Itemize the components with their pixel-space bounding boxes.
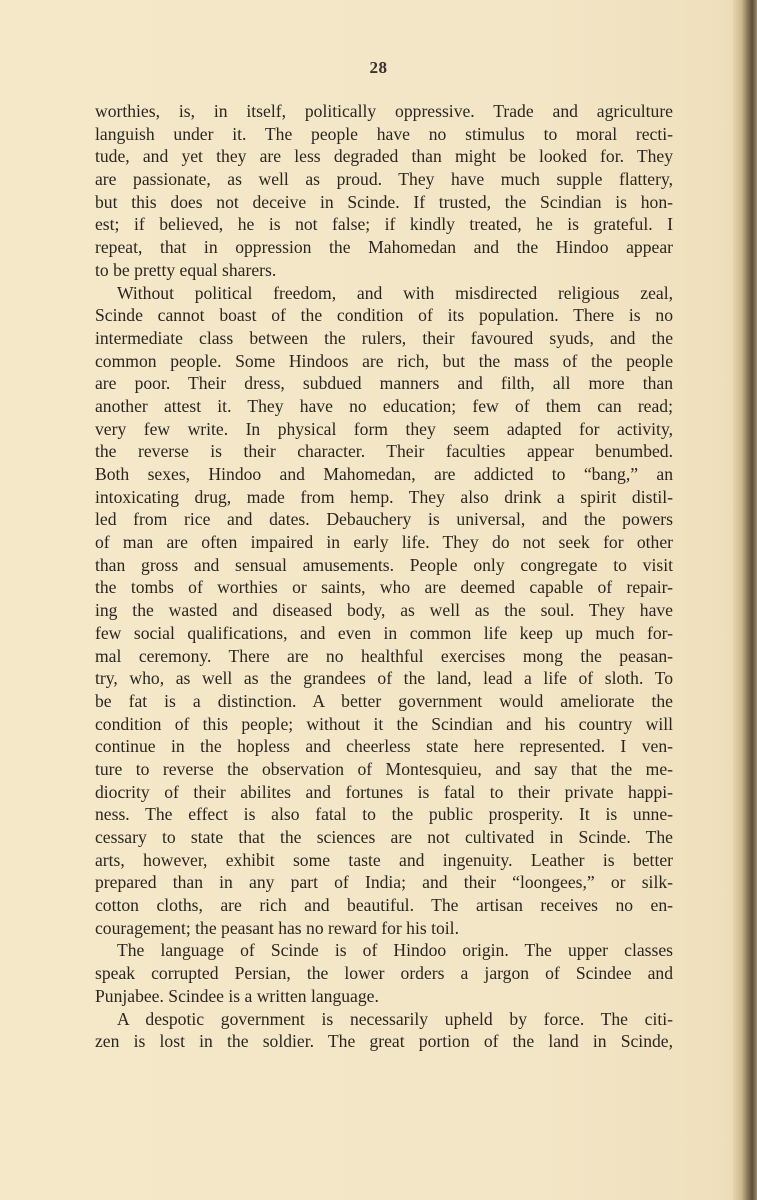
text-line: cessary to state that the sciences are not cultivated in Scinde. The xyxy=(95,827,673,847)
text-line: est; if believed, he is not false; if kindly treated, he is grateful. I xyxy=(95,214,673,235)
text-line: languish under it. The people have no stimulus to moral recti- xyxy=(95,123,673,144)
book-gutter xyxy=(733,0,757,1200)
text-line: worthies, is, in itself, politically oppressive. Trade and agriculture xyxy=(95,101,673,121)
text-line: couragement; the peasant has no reward for his toil. xyxy=(95,917,459,938)
text-line: zen is lost in the soldier. The great portion of the land in Scinde, xyxy=(95,1031,673,1052)
text-line: condition of this people; without it the Scindian and his country will xyxy=(95,713,673,734)
text-line: but this does not deceive in Scinde. If trusted, the Scindian is hon- xyxy=(95,191,673,212)
text-line: intoxicating drug, made from hemp. They also drink a spirit distil- xyxy=(95,486,673,507)
text-line: continue in the hopless and cheerless state here represented. I ven- xyxy=(95,736,673,757)
text-line: prepared than in any part of India; and their “loongees,” or silk- xyxy=(95,872,673,893)
text-line: the reverse is their character. Their faculties appear benumbed. xyxy=(95,441,673,462)
text-line: Scinde cannot boast of the condition of its population. There is no xyxy=(95,305,673,326)
paragraph xyxy=(95,939,673,1007)
text-line: are passionate, as well as proud. They have much supple flattery, xyxy=(95,169,673,190)
paragraph xyxy=(95,100,673,282)
text-line: mal ceremony. There are no healthful exercises mong the peasan- xyxy=(95,645,673,666)
text-line: ness. The effect is also fatal to the public prosperity. It is unne- xyxy=(95,804,673,825)
text-line: than gross and sensual amusements. People only congregate to visit xyxy=(95,554,673,575)
text-line: cotton cloths, are rich and beautiful. The artisan receives no en- xyxy=(95,895,673,916)
text-line: the tombs of worthies or saints, who are deemed capable of repair- xyxy=(95,577,673,598)
text-line: The language of Scinde is of Hindoo origin. The upper classes xyxy=(117,940,673,961)
text-line: try, who, as well as the grandees of the land, lead a life of sloth. To xyxy=(95,668,673,689)
text-line: diocrity of their abilites and fortunes is fatal to their private happi- xyxy=(95,781,673,802)
text-line: another attest it. They have no education; few of them can read; xyxy=(95,395,673,416)
text-line: few social qualifications, and even in common life keep up much for- xyxy=(95,622,673,643)
text-line: Both sexes, Hindoo and Mahomedan, are addicted to “bang,” an xyxy=(95,464,673,484)
text-line: ing the wasted and diseased body, as well as the soul. They have xyxy=(95,600,673,621)
paragraph xyxy=(95,1008,673,1053)
body-text xyxy=(95,100,673,1053)
text-line: common people. Some Hindoos are rich, but the mass of the people xyxy=(95,350,673,371)
text-line: intermediate class between the rulers, their favoured syuds, and the xyxy=(95,327,673,348)
text-line: tude, and yet they are less degraded than might be looked for. They xyxy=(95,146,673,167)
text-line: very few write. In physical form they seem adapted for activity, xyxy=(95,418,673,439)
text-line: of man are often impaired in early life. They do not seek for other xyxy=(95,532,673,553)
text-line: to be pretty equal sharers. xyxy=(95,259,277,280)
page-number: 28 xyxy=(369,58,388,77)
text-line: are poor. Their dress, subdued manners and filth, all more than xyxy=(95,373,673,394)
text-line: ture to reverse the observation of Montesquieu, and say that the me- xyxy=(95,758,673,779)
text-line: arts, however, exhibit some taste and ingenuity. Leather is better xyxy=(95,849,673,870)
text-line: be fat is a distinction. A better government would ameliorate the xyxy=(95,690,673,711)
text-line: speak corrupted Persian, the lower orders a jargon of Scindee and xyxy=(95,963,673,984)
paragraph xyxy=(95,282,673,940)
text-line: repeat, that in oppression the Mahomedan and the Hindoo appear xyxy=(95,237,673,258)
text-line: Without political freedom, and with misdirected religious zeal, xyxy=(117,282,673,303)
text-line: led from rice and dates. Debauchery is universal, and the powers xyxy=(95,509,673,530)
text-line: Punjabee. Scindee is a written language. xyxy=(95,985,379,1006)
text-line: A despotic government is necessarily upheld by force. The citi- xyxy=(117,1008,673,1029)
